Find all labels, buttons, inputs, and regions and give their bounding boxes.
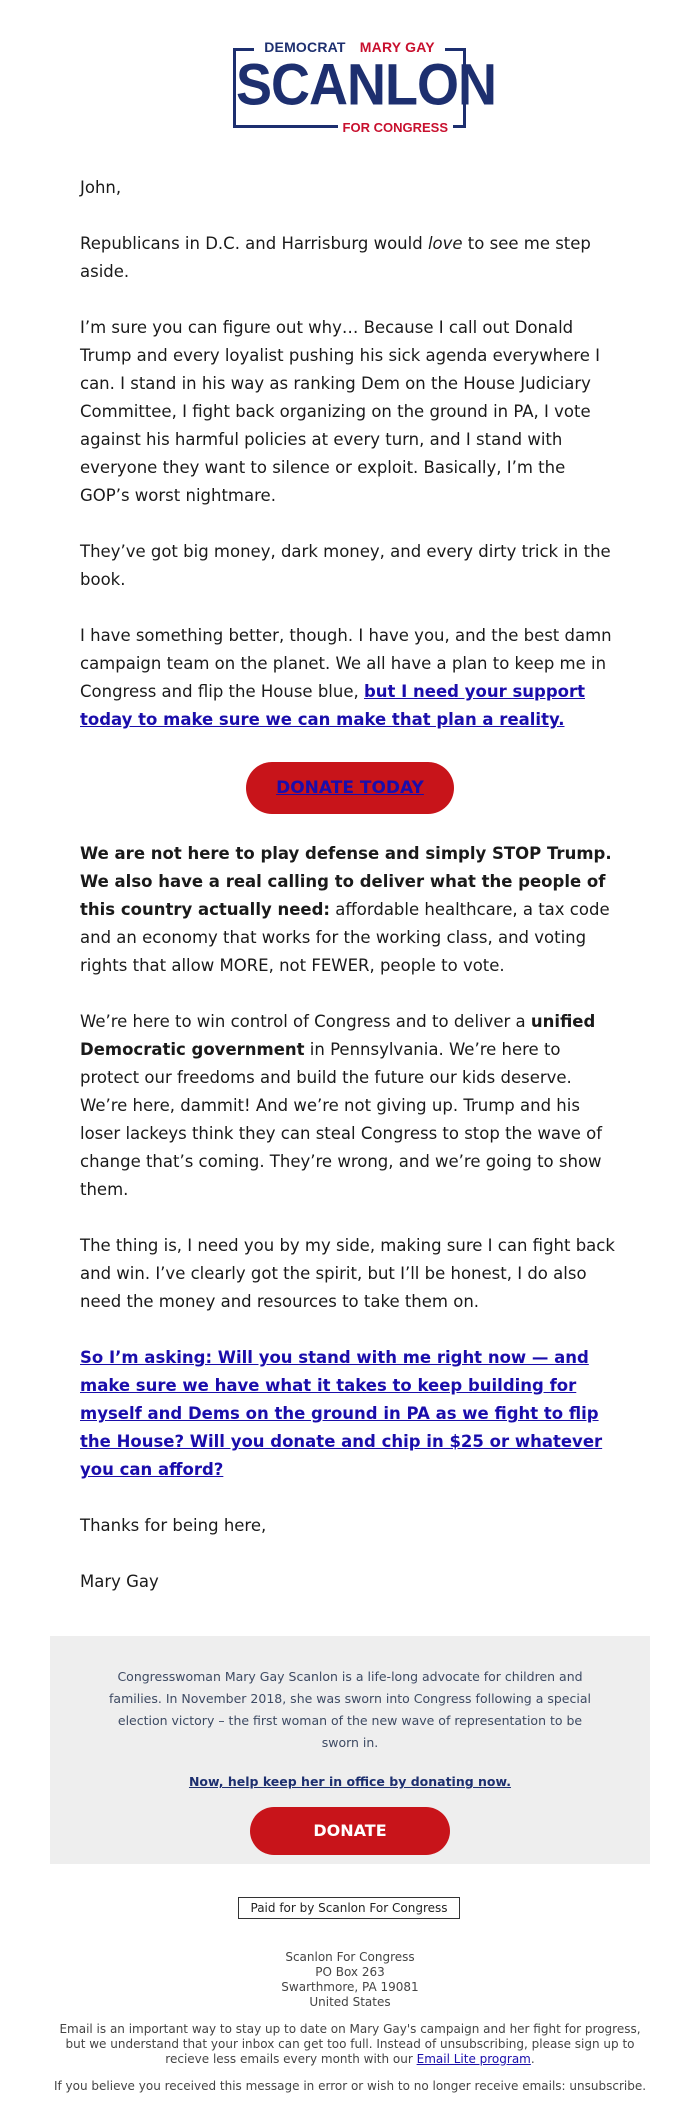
address-po-box: PO Box 263: [315, 1965, 385, 1979]
paragraph-6: We’re here to win control of Congress and to deliver a unified Democratic government in Pennsylvania. We’re here to protect our freedoms and build the future our kids deserve. We’re here, dammit! And we’re not giving up. Trump and his loser lackeys think they can steal Congress to stop the wave of change that’s coming. They’re wrong, and we’re going to show them.: [80, 1012, 603, 1199]
email-lite-link[interactable]: Email Lite program: [416, 2052, 531, 2066]
donate-today-button[interactable]: DONATE TODAY: [246, 762, 454, 814]
mailing-address: [50, 1950, 650, 2010]
paragraph-7: The thing is, I need you by my side, making sure I can fight back and win. I’ve clearly got the spirit, but I’ll be honest, I do also need the money and resources to take them on.: [80, 1236, 615, 1311]
greeting: John,: [80, 178, 122, 197]
logo-tagline: FOR CONGRESS: [338, 120, 453, 135]
donate-today-wrap: [80, 762, 620, 814]
logo-prefix: DEMOCRAT: [259, 39, 350, 55]
paragraph-4: I have something better, though. I have you, and the best damn campaign team on the planet. We all have a plan to keep me in Congress and flip the House blue, but I need your support today to make sure we can make that plan a reality.: [80, 626, 612, 729]
logo-surname: SCANLON: [236, 52, 496, 118]
paragraph-5: We are not here to play defense and simply STOP Trump. We also have a real calling to deliver what the people of this country actually need: affordable healthcare, a tax code and an economy that works for the working class, and voting rights that allow MORE, not FEWER, people to vote.: [80, 844, 612, 975]
address-org: Scanlon For Congress: [285, 1950, 415, 1964]
email-lite-note: Email is an important way to stay up to date on Mary Gay's campaign and her fight for progress, but we understand that your inbox can get too full. Instead of unsubscribing, please sign up to recieve less emails every month with our Email Lite program.: [59, 2022, 641, 2066]
unsubscribe-link[interactable]: unsubscribe.: [569, 2079, 647, 2093]
unsubscribe-note: If you believe you received this message in error or wish to no longer receive emails: unsubscribe.: [53, 2079, 647, 2093]
paragraph-3: They’ve got big money, dark money, and every dirty trick in the book.: [80, 542, 611, 589]
ask-link[interactable]: So I’m asking: Will you stand with me right now — and make sure we have what it takes to keep building for myself and Dems on the ground in PA as we fight to flip the House? Will you donate and chip in $25 or whatever you can afford?: [80, 1348, 603, 1479]
bio-text: Congresswoman Mary Gay Scanlon is a life-long advocate for children and families. In November 2018, she was sworn into Congress following a special election victory – the first woman of the new wave of representation to be sworn in.: [109, 1669, 591, 1750]
campaign-logo: [233, 39, 496, 135]
letter-body: [80, 174, 620, 1624]
paragraph-2: I’m sure you can figure out why… Because I call out Donald Trump and every loyalist pushing his sick agenda everywhere I can. I stand in his way as ranking Dem on the House Judiciary Committee, I fight back organizing on the ground in PA, I vote against his harmful policies at every turn, and I stand with everyone they want to silence or exploit. Basically, I’m the GOP’s worst nightmare.: [80, 318, 600, 505]
support-link[interactable]: but I need your support today to make sure we can make that plan a reality.: [80, 682, 586, 729]
address-city: Swarthmore, PA 19081: [281, 1980, 419, 1994]
paragraph-8: [80, 1344, 620, 1484]
address-country: United States: [309, 1995, 391, 2009]
bio-box: [50, 1636, 650, 1864]
logo-first-name: MARY GAY: [355, 39, 440, 55]
closing: Thanks for being here,: [80, 1516, 267, 1535]
bio-donate-link[interactable]: Now, help keep her in office by donating now.: [188, 1774, 512, 1789]
paid-for-disclaimer: Paid for by Scanlon For Congress: [238, 1897, 460, 1919]
signature: Mary Gay: [80, 1572, 159, 1591]
donate-button[interactable]: DONATE: [250, 1807, 450, 1855]
footer: [50, 1950, 650, 2106]
paragraph-1: Republicans in D.C. and Harrisburg would love to see me step aside.: [80, 234, 591, 281]
